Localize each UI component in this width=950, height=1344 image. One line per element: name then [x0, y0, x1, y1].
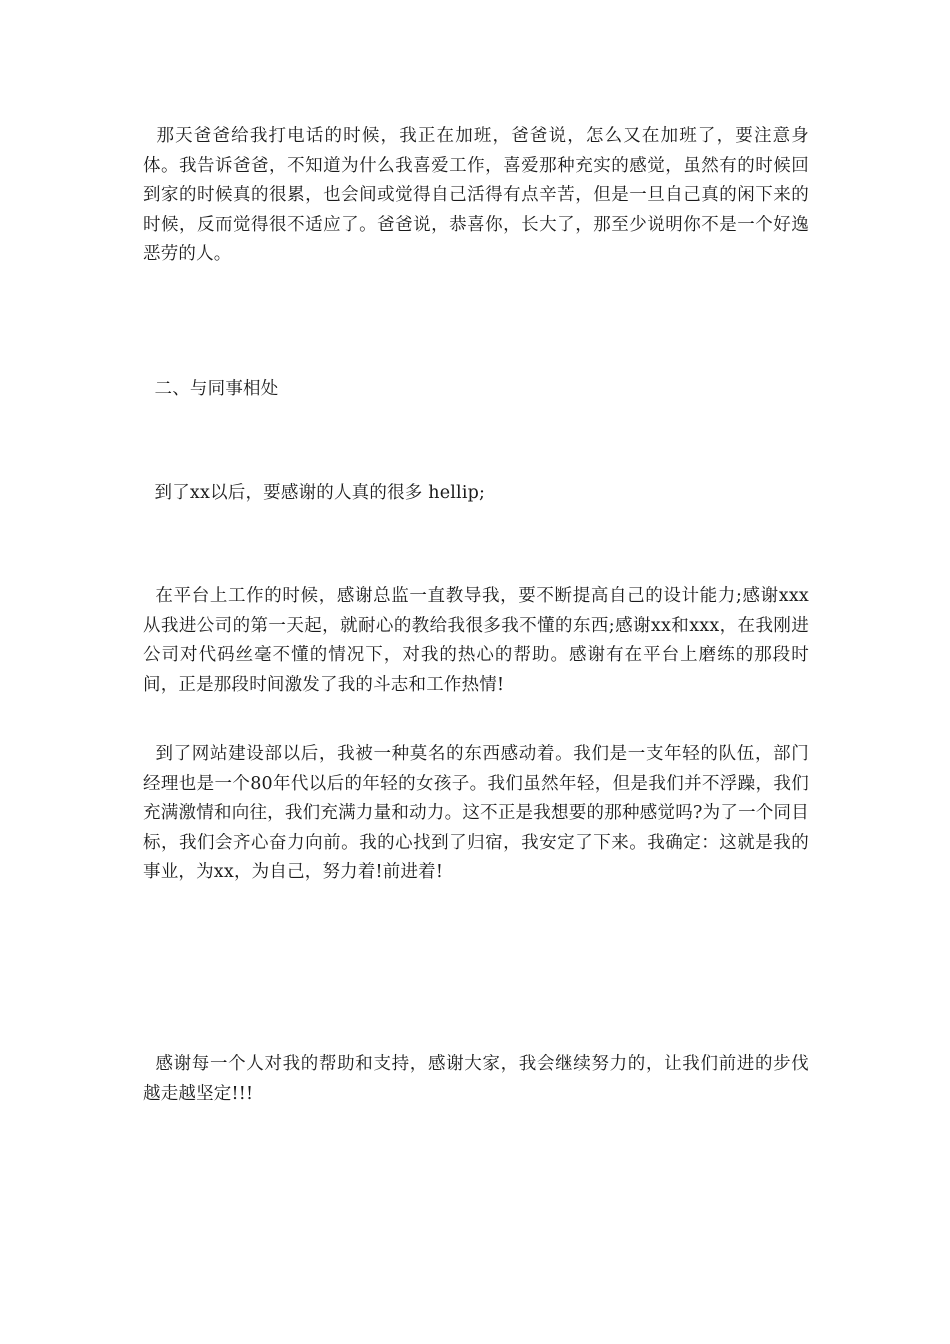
paragraph-closing-thanks: 感谢每一个人对我的帮助和支持，感谢大家，我会继续努力的，让我们前进的步伐越走越坚定!!!: [143, 1054, 809, 1104]
paragraph-thanks-intro: 到了xx以后，要感谢的人真的很多 hellip;: [143, 483, 486, 503]
paragraph-web-dept: 到了网站建设部以后，我被一种莫名的东西感动着。我们是一支年轻的队伍，部门经理也是一个80年代以后的年轻的女孩子。我们虽然年轻，但是我们并不浮躁，我们充满激情和向往，我们充满力量和动力。这不正是我想要的那种感觉吗?为了一个同目标，我们会齐心奋力向前。我的心找到了归宿，我安定了下来。我确定：这就是我的事业，为xx，为自己，努力着!前进着!: [143, 744, 809, 882]
paragraph-platform-work: 在平台上工作的时候，感谢总监一直教导我，要不断提高自己的设计能力;感谢xxx从我进公司的第一天起，就耐心的教给我很多我不懂的东西;感谢xx和xxx，在我刚进公司对代码丝毫不懂的情况下，对我的热心的帮助。感谢有在平台上磨练的那段时间，正是那段时间激发了我的斗志和工作热情!: [143, 586, 809, 695]
section-heading-colleagues: 二、与同事相处: [143, 379, 279, 399]
paragraph-phone-call: 那天爸爸给我打电话的时候，我正在加班，爸爸说，怎么又在加班了，要注意身体。我告诉爸爸，不知道为什么我喜爱工作，喜爱那种充实的感觉，虽然有的时候回到家的时候真的很累，也会间或觉得自己活得有点辛苦，但是一旦自己真的闲下来的时候，反而觉得很不适应了。爸爸说，恭喜你，长大了，那至少说明你不是一个好逸恶劳的人。: [143, 126, 809, 264]
